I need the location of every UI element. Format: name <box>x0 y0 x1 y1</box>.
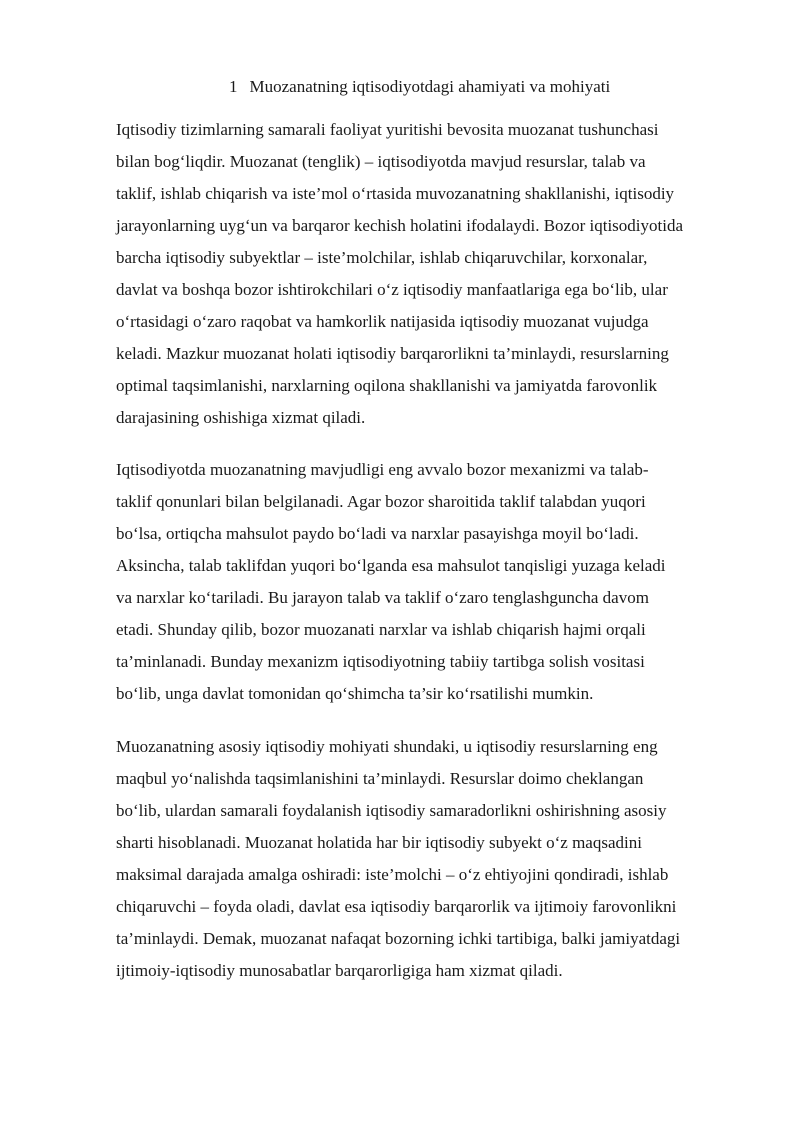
text-line: bo‘lsa, ortiqcha mahsulot paydo bo‘ladi va narxlar pasayishga moyil bo‘ladi. <box>116 524 639 543</box>
section-title: Muozanatning iqtisodiyotdagi ahamiyati va mohiyati <box>249 77 611 96</box>
text-line: taklif, ishlab chiqarish va iste’mol o‘rtasida muvozanatning shakllanishi, iqtisodiy <box>116 184 675 203</box>
text-line: Iqtisodiy tizimlarning samarali faoliyat yuritishi bevosita muozanat tushunchasi <box>116 120 659 139</box>
text-line: sharti hisoblanadi. Muozanat holatida har bir iqtisodiy subyekt o‘z maqsadini <box>116 833 642 852</box>
text-line: ijtimoiy-iqtisodiy munosabatlar barqarorligiga ham xizmat qiladi. <box>116 961 563 980</box>
text-line: ta’minlanadi. Bunday mexanizm iqtisodiyotning tabiiy tartibga solish vositasi <box>116 652 645 671</box>
text-line: darajasining oshishiga xizmat qiladi. <box>116 408 366 427</box>
text-line: bo‘lib, ulardan samarali foydalanish iqtisodiy samaradorlikni oshirishning asosiy <box>116 801 667 820</box>
text-line: Iqtisodiyotda muozanatning mavjudligi eng avvalo bozor mexanizmi va talab- <box>116 460 649 479</box>
paragraph-3 <box>116 731 706 987</box>
text-line: maqbul yo‘nalishda taqsimlanishini ta’minlaydi. Resurslar doimo cheklangan <box>116 769 644 788</box>
text-line: chiqaruvchi – foyda oladi, davlat esa iqtisodiy barqarorlik va ijtimoiy farovonlikni <box>116 897 677 916</box>
text-line: Muozanatning asosiy iqtisodiy mohiyati shundaki, u iqtisodiy resurslarning eng <box>116 737 658 756</box>
text-line: taklif qonunlari bilan belgilanadi. Agar bozor sharoitida taklif talabdan yuqori <box>116 492 646 511</box>
text-line: va narxlar ko‘tariladi. Bu jarayon talab va taklif o‘zaro tenglashguncha davom <box>116 588 649 607</box>
text-line: davlat va boshqa bozor ishtirokchilari o‘z iqtisodiy manfaatlariga ega bo‘lib, ular <box>116 280 668 299</box>
text-line: o‘rtasidagi o‘zaro raqobat va hamkorlik natijasida iqtisodiy muozanat vujudga <box>116 312 649 331</box>
text-line: keladi. Mazkur muozanat holati iqtisodiy barqarorlikni ta’minlaydi, resurslarning <box>116 344 669 363</box>
paragraph-2 <box>116 454 706 710</box>
text-line: barcha iqtisodiy subyektlar – iste’molchilar, ishlab chiqaruvchilar, korxonalar, <box>116 248 648 267</box>
text-line: Aksincha, talab taklifdan yuqori bo‘lganda esa mahsulot tanqisligi yuzaga keladi <box>116 556 666 575</box>
text-line: bo‘lib, unga davlat tomonidan qo‘shimcha ta’sir ko‘rsatilishi mumkin. <box>116 684 594 703</box>
text-line: bilan bog‘liqdir. Muozanat (tenglik) – iqtisodiyotda mavjud resurslar, talab va <box>116 152 646 171</box>
text-line: jarayonlarning uyg‘un va barqaror kechish holatini ifodalaydi. Bozor iqtisodiyotida <box>116 216 683 235</box>
text-line: etadi. Shunday qilib, bozor muozanati narxlar va ishlab chiqarish hajmi orqali <box>116 620 646 639</box>
paragraph-1 <box>116 114 706 434</box>
section-number: 1 <box>229 77 238 96</box>
text-line: optimal taqsimlanishi, narxlarning oqilona shakllanishi va jamiyatda farovonlik <box>116 376 658 395</box>
section-heading <box>229 76 610 98</box>
text-line: maksimal darajada amalga oshiradi: iste’molchi – o‘z ehtiyojini qondiradi, ishlab <box>116 865 669 884</box>
text-line: ta’minlaydi. Demak, muozanat nafaqat bozorning ichki tartibiga, balki jamiyatdagi <box>116 929 681 948</box>
